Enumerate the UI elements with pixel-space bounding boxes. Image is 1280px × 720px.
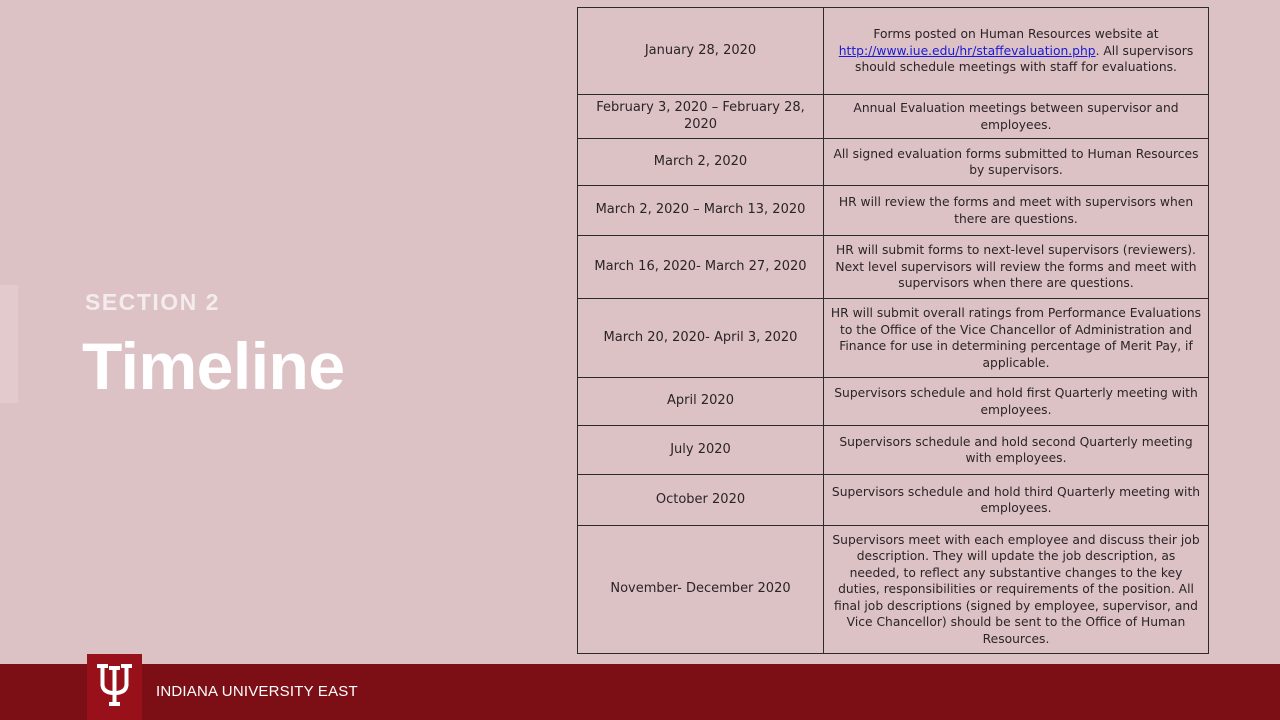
table-row: [578, 186, 1209, 236]
timeline-description: Supervisors meet with each employee and discuss their job description. They will update the job description, as needed, to reflect any substantive changes to the key duties, responsibilities or requirements of the position. All final job descriptions (signed by employee, supervisor, and Vice Chancellor) should be sent to the Office of Human Resources.: [824, 526, 1209, 654]
timeline-date: March 2, 2020: [578, 139, 824, 186]
timeline-table: [577, 7, 1209, 654]
timeline-description: [824, 8, 1209, 95]
iu-logo: [87, 654, 142, 720]
timeline-date: November- December 2020: [578, 526, 824, 654]
table-row: [578, 139, 1209, 186]
section-label: SECTION 2: [85, 289, 220, 315]
timeline-description: HR will submit forms to next-level supervisors (reviewers). Next level supervisors will review the forms and meet with supervisors when there are questions.: [824, 236, 1209, 299]
timeline-description: Annual Evaluation meetings between supervisor and employees.: [824, 95, 1209, 139]
timeline-date: January 28, 2020: [578, 8, 824, 95]
timeline-date: October 2020: [578, 475, 824, 526]
table-row: [578, 8, 1209, 95]
table-row: [578, 426, 1209, 475]
table-row: [578, 95, 1209, 139]
staff-evaluation-link[interactable]: http://www.iue.edu/hr/staffevaluation.php: [838, 43, 1096, 58]
timeline-description: HR will submit overall ratings from Performance Evaluations to the Office of the Vice Chancellor of Administration and Finance for use in determining percentage of Merit Pay, if applicable.: [824, 299, 1209, 378]
timeline-description: Supervisors schedule and hold second Quarterly meeting with employees.: [824, 426, 1209, 475]
timeline-date: February 3, 2020 – February 28, 2020: [578, 95, 824, 139]
side-accent-bar: [0, 285, 18, 403]
table-row: [578, 236, 1209, 299]
timeline-date: March 20, 2020- April 3, 2020: [578, 299, 824, 378]
timeline-description: All signed evaluation forms submitted to Human Resources by supervisors.: [824, 139, 1209, 186]
timeline-description-text: . All supervisors should schedule meetings with staff for evaluations.: [855, 43, 1194, 75]
iu-trident-icon: [97, 664, 132, 710]
university-name: INDIANA UNIVERSITY EAST: [156, 683, 358, 700]
slide-title: Timeline: [82, 329, 345, 403]
table-row: [578, 526, 1209, 654]
timeline-date: March 16, 2020- March 27, 2020: [578, 236, 824, 299]
timeline-date: March 2, 2020 – March 13, 2020: [578, 186, 824, 236]
timeline-description-text: Forms posted on Human Resources website at: [873, 27, 1159, 42]
table-row: [578, 378, 1209, 426]
table-row: [578, 475, 1209, 526]
timeline-date: July 2020: [578, 426, 824, 475]
timeline-description: Supervisors schedule and hold first Quarterly meeting with employees.: [824, 378, 1209, 426]
timeline-description: HR will review the forms and meet with supervisors when there are questions.: [824, 186, 1209, 236]
table-row: [578, 299, 1209, 378]
timeline-date: April 2020: [578, 378, 824, 426]
timeline-description: Supervisors schedule and hold third Quarterly meeting with employees.: [824, 475, 1209, 526]
